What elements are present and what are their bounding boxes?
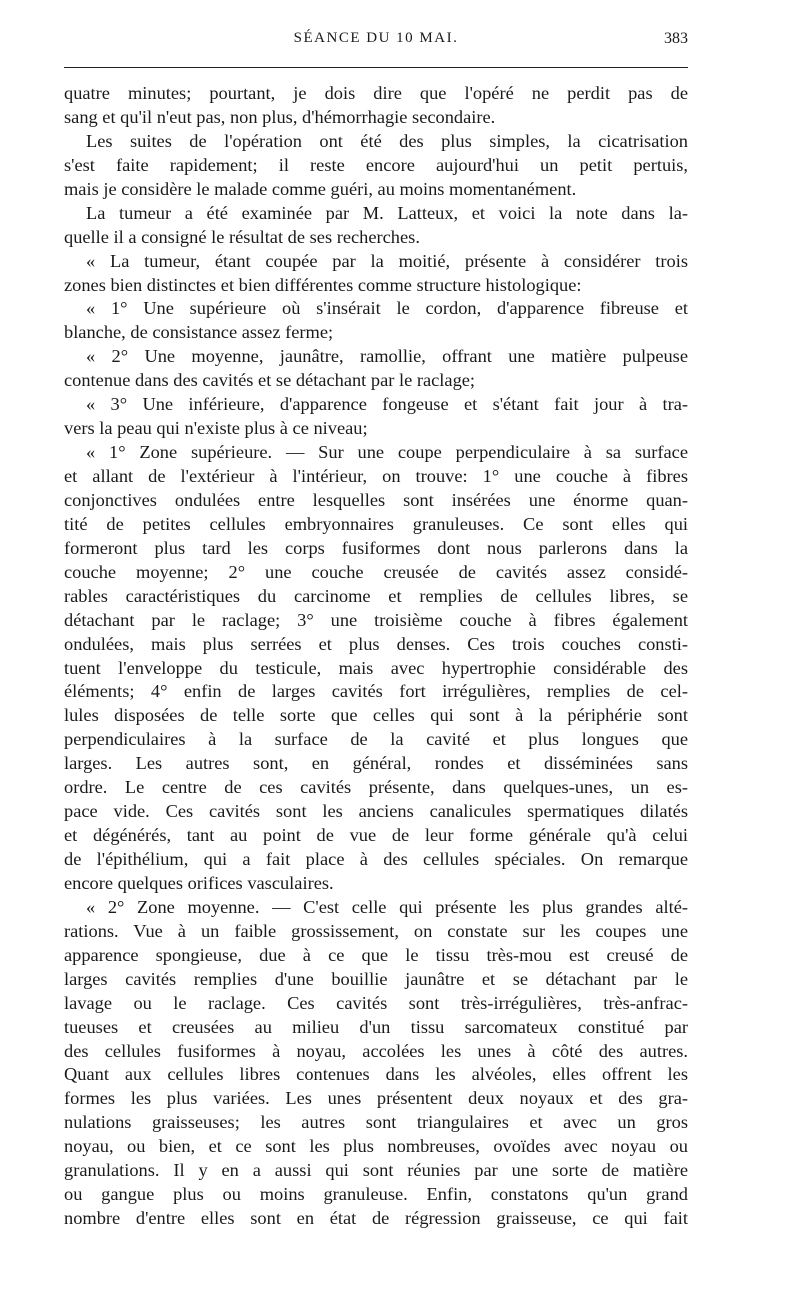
text-line: « 2° Zone moyenne. — C'est celle qui présente les plus grandes alté-: [86, 896, 688, 917]
text-line: sang et qu'il n'eut pas, non plus, d'hémorrhagie secondaire.: [64, 106, 496, 127]
body-text: [64, 82, 688, 1231]
text-line: des cellules fusiformes à noyau, accolées les unes à côté des autres.: [64, 1040, 688, 1061]
text-line: Les suites de l'opération ont été des plus simples, la cicatrisation: [86, 130, 688, 151]
text-line: apparence spongieuse, due à ce que le tissu très-mou est creusé de: [64, 944, 688, 965]
running-head: SÉANCE DU 10 MAI.: [293, 30, 459, 46]
text-line: couche moyenne; 2° une couche creusée de cavités assez considé-: [64, 561, 688, 582]
text-line: granulations. Il y en a aussi qui sont réunies par une sorte de matière: [64, 1160, 688, 1181]
text-line: et allant de l'extérieur à l'intérieur, on trouve: 1° une couche à fibres: [64, 466, 688, 486]
text-line: mais je considère le malade comme guéri, au moins momentanément.: [64, 178, 577, 199]
text-line: nulations graisseuses; les autres sont triangulaires et avec un gros: [64, 1112, 688, 1133]
text-line: « 3° Une inférieure, d'apparence fongeuse et s'étant fait jour à tra-: [86, 394, 688, 415]
text-line: vers la peau qui n'existe plus à ce niveau;: [64, 418, 368, 439]
text-line: rables caractéristiques du carcinome et remplies de cellules libres, se: [64, 585, 688, 606]
text-line: « La tumeur, étant coupée par la moitié, présente à considérer trois: [86, 250, 688, 271]
text-line: ondulées, mais plus serrées et plus denses. Ces trois couches consti-: [64, 633, 688, 654]
text-line: conjonctives ondulées entre lesquelles sont insérées une énorme quan-: [64, 489, 688, 510]
text-line: tueuses et creusées au milieu d'un tissu sarcomateux constitué par: [64, 1016, 688, 1037]
text-line: lavage ou le raclage. Ces cavités sont très-irrégulières, très-anfrac-: [64, 992, 688, 1013]
text-line: noyau, ou bien, et ce sont les plus nombreuses, ovoïdes avec noyau ou: [64, 1136, 688, 1157]
text-line: tité de petites cellules embryonnaires granuleuses. Ce sont elles qui: [64, 513, 688, 534]
text-line: La tumeur a été examinée par M. Latteux, et voici la note dans la-: [86, 202, 688, 223]
text-line: zones bien distinctes et bien différentes comme structure histologique:: [64, 274, 582, 295]
text-line: Quant aux cellules libres contenues dans les alvéoles, elles offrent les: [64, 1064, 688, 1085]
text-line: « 1° Zone supérieure. — Sur une coupe perpendiculaire à sa surface: [86, 442, 688, 463]
text-line: formeront plus tard les corps fusiformes dont nous parlerons dans la: [64, 537, 688, 558]
text-line: et dégénérés, tant au point de vue de leur forme générale qu'à celui: [64, 825, 688, 846]
page-header: [64, 30, 688, 56]
text-line: blanche, de consistance assez ferme;: [64, 322, 334, 343]
text-line: contenue dans des cavités et se détachant par le raclage;: [64, 370, 476, 391]
text-line: formes les plus variées. Les unes présentent deux noyaux et des gra-: [64, 1088, 688, 1109]
text-line: larges. Les autres sont, en général, rondes et disséminées sans: [64, 753, 688, 774]
text-line: détachant par le raclage; 3° une troisième couche à fibres également: [64, 609, 688, 630]
page-number: 383: [664, 30, 688, 47]
text-line: ou gangue plus ou moins granuleuse. Enfin, constatons qu'un grand: [64, 1184, 688, 1205]
text-line: ordre. Le centre de ces cavités présente, dans quelques-unes, un es-: [64, 777, 688, 798]
text-line: encore quelques orifices vasculaires.: [64, 872, 334, 893]
header-rule: [64, 67, 688, 68]
text-line: pace vide. Ces cavités sont les anciens canalicules spermatiques dilatés: [64, 801, 688, 822]
text-line: « 1° Une supérieure où s'insérait le cordon, d'apparence fibreuse et: [86, 298, 688, 319]
text-line: nombre d'entre elles sont en état de régression graisseuse, ce qui fait: [64, 1208, 688, 1229]
text-line: rations. Vue à un faible grossissement, on constate sur les coupes une: [64, 920, 688, 941]
text-line: éléments; 4° enfin de larges cavités fort irrégulières, remplies de cel-: [64, 681, 688, 702]
text-line: lules disposées de telle sorte que celles qui sont à la périphérie sont: [64, 705, 688, 726]
text-line: quatre minutes; pourtant, je dois dire que l'opéré ne perdit pas de: [64, 83, 688, 103]
text-line: larges cavités remplies d'une bouillie jaunâtre et se détachant par le: [64, 968, 688, 989]
text-line: tuent l'enveloppe du testicule, mais avec hypertrophie considérable des: [64, 657, 688, 678]
text-line: de l'épithélium, qui a fait place à des cellules spéciales. On remarque: [64, 849, 688, 869]
text-line: perpendiculaires à la surface de la cavité et plus longues que: [64, 729, 688, 750]
text-line: quelle il a consigné le résultat de ses recherches.: [64, 226, 420, 247]
text-line: « 2° Une moyenne, jaunâtre, ramollie, offrant une matière pulpeuse: [86, 346, 688, 367]
text-line: s'est faite rapidement; il reste encore aujourd'hui un petit pertuis,: [64, 154, 688, 175]
